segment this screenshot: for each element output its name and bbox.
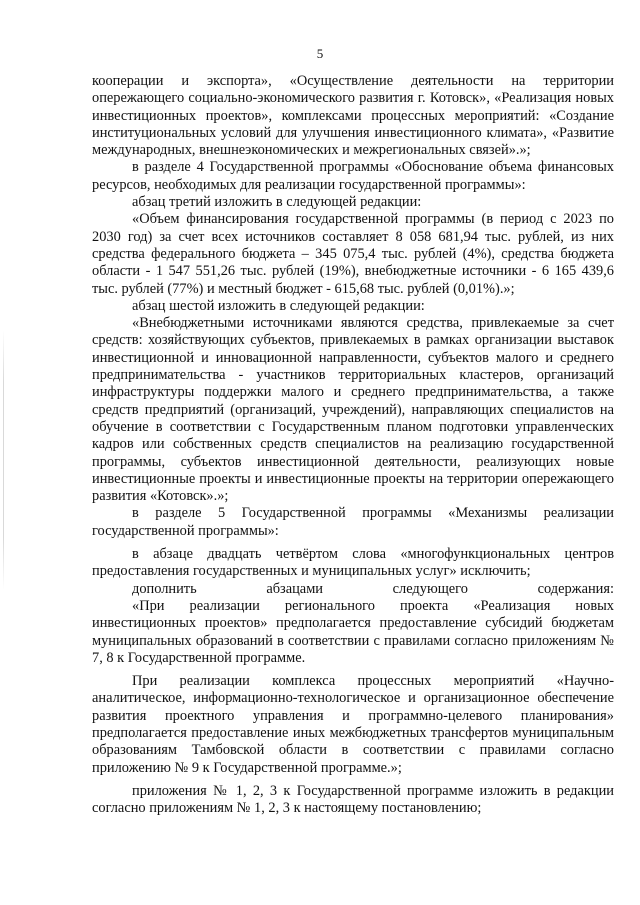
document-body (92, 73, 614, 817)
scan-edge-shadow (3, 330, 4, 590)
paragraph-extrabudgetary-sources: «Внебюджетными источниками являются средства, привлекаемые за счет средств: хозяйствующих субъектов, привлекаемых в рамках организации выставок инвестиционной и инновационной направленности, субъектов малого и среднего предпринимательства - участников территориальных кластеров, организаций инфраструктуры поддержки малого и среднего предпринимательства, а также средств предприятий (организаций, учреждений), направляющих специалистов на обучение в соответствии с Государственным планом подготовки управленческих кадров или собственных средств специалистов на реализацию государственной программы, субъектов инвестиционной деятельности, реализующих новые инвестиционные проекты и инвестиционные проекты на территории опережающего развития «Котовск».»; (92, 315, 614, 505)
paragraph-section-4: в разделе 4 Государственной программы «Обоснование объема финансовых ресурсов, необходимых для реализации государственной программы»: (92, 159, 614, 193)
paragraph-appendices: приложения № 1, 2, 3 к Государственной программе изложить в редакции согласно приложениям № 1, 2, 3 к настоящему постановлению; (92, 782, 614, 817)
paragraph-supplement: дополнить абзацами следующего содержания: (132, 580, 614, 597)
paragraph-financing-volume: «Объем финансирования государственной программы (в период с 2023 по 2030 год) за счет всех источников составляет 8 058 681,94 тыс. рублей, из них средства федерального бюджета – 345 075,4 тыс. рублей (4%), средства бюджета области - 1 547 551,26 тыс. рублей (19%), внебюджетные источники - 6 165 439,6 тыс. рублей (77%) и местный бюджет - 615,68 тыс. рублей (0,01%).»; (92, 211, 614, 297)
paragraph-process-measures: При реализации комплекса процессных мероприятий «Научно-аналитическое, информационно-технологическое и организационное обеспечение развития проектного управления и программно-целевого планирования» предполагается предоставление иных межбюджетных трансфертов муниципальным образованиям Тамбовской области в соответствии с правилами согласно приложению № 9 к Государственной программе.»; (92, 673, 614, 776)
paragraph-section-5: в разделе 5 Государственной программы «Механизмы реализации государственной программы»: (92, 505, 614, 539)
paragraph-exclude-words: в абзаце двадцать четвёртом слова «многофункциональных центров предоставления государственных и муниципальных услуг» исключить; (92, 546, 614, 580)
page-number: 5 (316, 46, 324, 61)
paragraph-continuation: кооперации и экспорта», «Осуществление деятельности на территории опережающего социально-экономического развития г. Котовск», «Реализация новых инвестиционных проектов», комплексами процессных мероприятий: «Создание институциональных условий для улучшения инвестиционного климата», «Развитие международных, внешнеэкономических и межрегиональных связей».»; (92, 73, 614, 159)
paragraph-regional-project: «При реализации регионального проекта «Реализация новых инвестиционных проектов» предполагается предоставление субсидий бюджетам муниципальных образований в соответствии с правилами согласно приложениям № 7, 8 к Государственной программе. (92, 597, 614, 666)
paragraph-third-abzac: абзац третий изложить в следующей редакции: (132, 194, 422, 211)
paragraph-sixth-abzac: абзац шестой изложить в следующей редакции: (132, 297, 425, 314)
